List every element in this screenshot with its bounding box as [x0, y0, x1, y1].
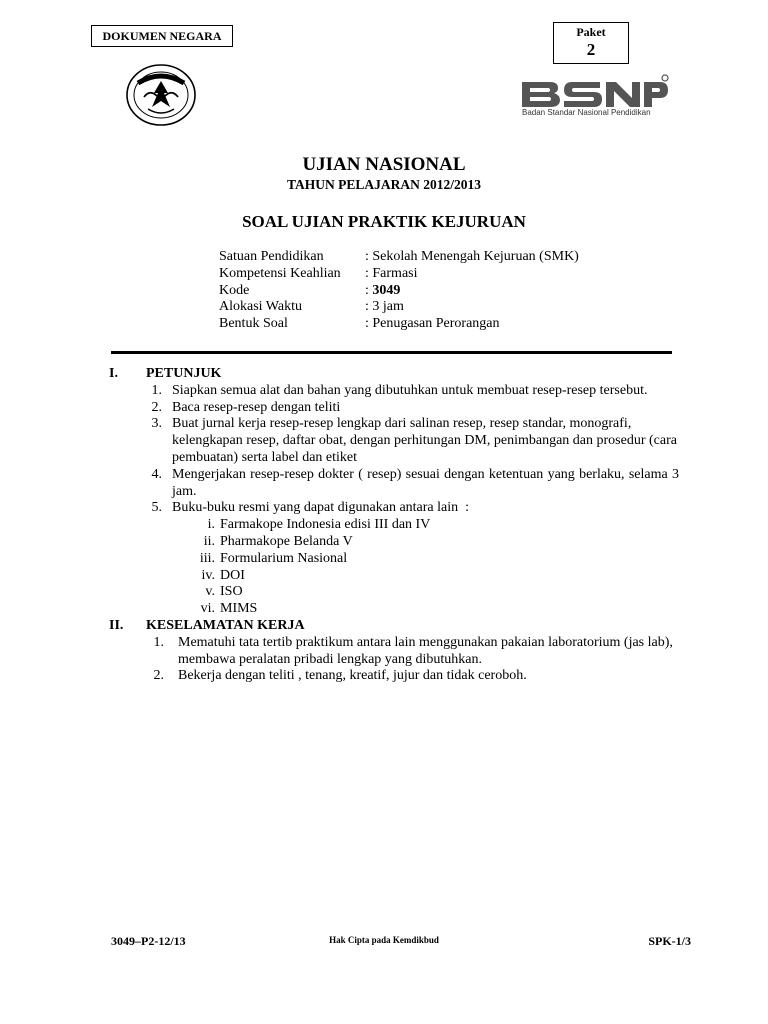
item-text: Baca resep-resep dengan teliti [172, 399, 341, 415]
exam-title: UJIAN NASIONAL [302, 154, 466, 175]
info-value: 3049 [372, 282, 401, 298]
sub-text: DOI [220, 567, 245, 583]
sub-text: MIMS [220, 601, 258, 617]
paket-label: Paket [576, 25, 606, 39]
item-number: 2. [151, 399, 162, 415]
sub-item [109, 568, 679, 585]
list-item [109, 416, 679, 466]
paket-box [553, 22, 629, 64]
bsnp-caption: Badan Standar Nasional Pendidikan [522, 108, 651, 117]
list-item [109, 500, 679, 517]
sub-number: iv. [201, 567, 215, 583]
list-item [109, 383, 679, 400]
info-row [219, 283, 579, 300]
sub-item [109, 517, 679, 534]
sub-text: ISO [220, 584, 243, 600]
footer-code: 3049–P2-12/13 [111, 934, 186, 948]
item-text: Siapkan semua alat dan bahan yang dibutuhkan untuk membuat resep-resep tersebut. [172, 382, 648, 398]
info-key: Alokasi Waktu [219, 299, 302, 315]
list-item [109, 467, 679, 501]
section-heading [109, 366, 679, 383]
sub-number: ii. [203, 533, 215, 549]
section-number: I. [109, 366, 118, 381]
sub-item [109, 551, 679, 568]
info-row [219, 266, 579, 283]
sub-item [109, 601, 679, 618]
sub-number: i. [207, 517, 215, 533]
info-value: : 3 jam [365, 299, 404, 315]
info-key: Bentuk Soal [219, 316, 288, 332]
info-row [219, 299, 579, 316]
sub-text: Farmakope Indonesia edisi III dan IV [220, 517, 431, 533]
item-text: Buat jurnal kerja resep-resep lengkap dari salinan resep, resep standar, monografi, kelengkapan resep, daftar obat, dengan perhitungan DM, penimbangan dan prosedur (cara pembuatan) serta label dan etiket [172, 416, 677, 465]
info-prefix: : [365, 282, 373, 298]
sub-number: v. [205, 584, 215, 600]
item-number: 5. [151, 500, 162, 516]
list-item [109, 668, 679, 685]
item-text: Buku-buku resmi yang dapat digunakan antara lain : [172, 500, 470, 516]
info-key: Satuan Pendidikan [219, 249, 324, 264]
document-label: DOKUMEN NEGARA [91, 25, 233, 47]
info-row [219, 316, 579, 333]
divider [111, 351, 672, 354]
info-value: : Farmasi [365, 265, 418, 281]
section-number: II. [109, 617, 124, 633]
item-number: 4. [151, 466, 162, 482]
info-key: Kode [219, 282, 250, 298]
item-text: Mematuhi tata tertib praktikum antara lain menggunakan pakaian laboratorium (jas lab), membawa peralatan pribadi lengkap yang dibutuhkan. [178, 634, 673, 667]
item-number: 3. [151, 416, 162, 432]
garuda-emblem-logo [124, 63, 198, 127]
item-text: Bekerja dengan teliti , tenang, kreatif, jujur dan tidak ceroboh. [178, 668, 527, 684]
instructions-body [109, 366, 679, 685]
sub-text: Formularium Nasional [220, 550, 348, 566]
sub-item [109, 584, 679, 601]
sub-number: iii. [199, 550, 215, 566]
exam-info [219, 249, 579, 333]
paket-number: 2 [586, 40, 596, 59]
item-number: 1. [153, 634, 164, 650]
info-row [219, 249, 579, 266]
footer-page-number: SPK-1/3 [648, 934, 691, 948]
sub-item [109, 534, 679, 551]
sub-number: vi. [200, 601, 215, 617]
section-heading [109, 618, 679, 635]
exam-subtitle: SOAL UJIAN PRAKTIK KEJURUAN [242, 212, 526, 231]
info-value: : Sekolah Menengah Kejuruan (SMK) [365, 249, 579, 264]
item-number: 2. [153, 668, 164, 684]
academic-year: TAHUN PELAJARAN 2012/2013 [286, 177, 481, 192]
section-title: KESELAMATAN KERJA [146, 617, 305, 633]
list-item [109, 635, 679, 669]
item-number: 1. [151, 382, 162, 398]
info-key: Kompetensi Keahlian [219, 265, 341, 281]
footer-copyright: Hak Cipta pada Kemdikbud [329, 935, 439, 945]
info-value: : Penugasan Perorangan [365, 316, 500, 332]
sub-text: Pharmakope Belanda V [220, 533, 353, 549]
item-text: Mengerjakan resep-resep dokter ( resep) sesuai dengan ketentuan yang berlaku, selama 3 jam. [172, 466, 679, 499]
list-item [109, 400, 679, 417]
section-title: PETUNJUK [146, 366, 222, 381]
